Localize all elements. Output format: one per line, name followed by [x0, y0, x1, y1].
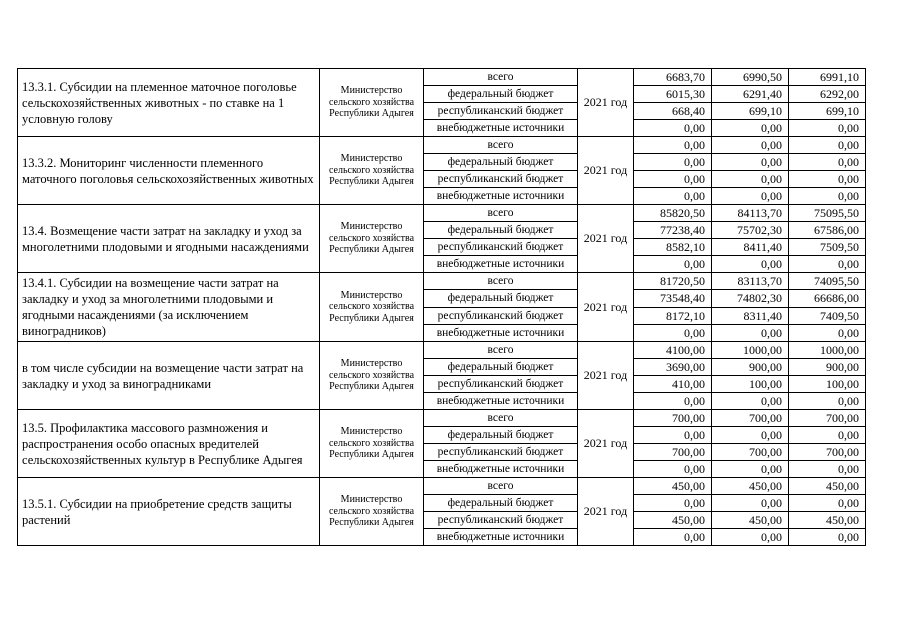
value-cell: 0,00	[789, 324, 866, 341]
table-row	[18, 410, 866, 427]
funding-source-label: всего	[424, 69, 578, 86]
measure-description: 13.5.1. Субсидии на приобретение средств защиты растений	[18, 478, 320, 546]
measure-description: 13.4. Возмещение части затрат на закладку и уход за многолетними плодовыми и ягодными насаждениями	[18, 205, 320, 273]
funding-source-label: республиканский бюджет	[424, 307, 578, 324]
value-cell: 700,00	[789, 444, 866, 461]
table-row	[18, 342, 866, 359]
value-cell: 0,00	[789, 495, 866, 512]
value-cell: 0,00	[789, 137, 866, 154]
value-cell: 0,00	[634, 427, 712, 444]
value-cell: 700,00	[634, 444, 712, 461]
value-cell: 4100,00	[634, 342, 712, 359]
value-cell: 6990,50	[712, 69, 789, 86]
value-cell: 74095,50	[789, 273, 866, 290]
measure-description: 13.5. Профилактика массового размножения и распространения особо опасных вредителей сельскохозяйственных культур в Республике Адыгея	[18, 410, 320, 478]
value-cell: 0,00	[712, 154, 789, 171]
funding-source-label: внебюджетные источники	[424, 188, 578, 205]
value-cell: 0,00	[789, 120, 866, 137]
value-cell: 0,00	[789, 427, 866, 444]
executor-cell: Министерство сельского хозяйства Республики Адыгея	[320, 137, 424, 205]
value-cell: 0,00	[789, 188, 866, 205]
value-cell: 0,00	[634, 256, 712, 273]
measure-description: 13.3.1. Субсидии на племенное маточное поголовье сельскохозяйственных животных - по ставке на 1 условную голову	[18, 69, 320, 137]
funding-source-label: внебюджетные источники	[424, 256, 578, 273]
funding-source-label: федеральный бюджет	[424, 495, 578, 512]
value-cell: 700,00	[712, 410, 789, 427]
value-cell: 100,00	[789, 376, 866, 393]
funding-source-label: республиканский бюджет	[424, 239, 578, 256]
value-cell: 7409,50	[789, 307, 866, 324]
value-cell: 450,00	[712, 478, 789, 495]
value-cell: 0,00	[634, 154, 712, 171]
year-cell: 2021 год	[578, 478, 634, 546]
measure-description: 13.3.2. Мониторинг численности племенного маточного поголовья сельскохозяйственных животных	[18, 137, 320, 205]
value-cell: 0,00	[634, 120, 712, 137]
value-cell: 0,00	[789, 393, 866, 410]
value-cell: 0,00	[789, 256, 866, 273]
value-cell: 450,00	[789, 478, 866, 495]
table-row	[18, 137, 866, 154]
value-cell: 6292,00	[789, 86, 866, 103]
funding-source-label: всего	[424, 137, 578, 154]
value-cell: 6991,10	[789, 69, 866, 86]
table-row	[18, 205, 866, 222]
value-cell: 1000,00	[789, 342, 866, 359]
funding-source-label: республиканский бюджет	[424, 103, 578, 120]
executor-cell: Министерство сельского хозяйства Республики Адыгея	[320, 273, 424, 342]
funding-source-label: республиканский бюджет	[424, 444, 578, 461]
value-cell: 900,00	[789, 359, 866, 376]
value-cell: 85820,50	[634, 205, 712, 222]
value-cell: 8582,10	[634, 239, 712, 256]
value-cell: 83113,70	[712, 273, 789, 290]
table-row	[18, 273, 866, 290]
value-cell: 3690,00	[634, 359, 712, 376]
budget-table	[17, 68, 866, 546]
value-cell: 450,00	[789, 512, 866, 529]
value-cell: 74802,30	[712, 290, 789, 307]
value-cell: 8411,40	[712, 239, 789, 256]
value-cell: 75095,50	[789, 205, 866, 222]
value-cell: 67586,00	[789, 222, 866, 239]
value-cell: 450,00	[634, 478, 712, 495]
measure-description: в том числе субсидии на возмещение части затрат на закладку и уход за виноградниками	[18, 342, 320, 410]
value-cell: 450,00	[712, 512, 789, 529]
measure-description: 13.4.1. Субсидии на возмещение части затрат на закладку и уход за многолетними плодовыми и ягодными насаждениями (за исключением виноградников)	[18, 273, 320, 342]
value-cell: 0,00	[634, 393, 712, 410]
table-row	[18, 478, 866, 495]
funding-source-label: всего	[424, 273, 578, 290]
value-cell: 0,00	[634, 461, 712, 478]
value-cell: 0,00	[712, 137, 789, 154]
year-cell: 2021 год	[578, 410, 634, 478]
executor-cell: Министерство сельского хозяйства Республики Адыгея	[320, 478, 424, 546]
value-cell: 0,00	[712, 120, 789, 137]
value-cell: 6015,30	[634, 86, 712, 103]
funding-source-label: федеральный бюджет	[424, 427, 578, 444]
value-cell: 84113,70	[712, 205, 789, 222]
funding-source-label: федеральный бюджет	[424, 359, 578, 376]
funding-source-label: федеральный бюджет	[424, 154, 578, 171]
value-cell: 8311,40	[712, 307, 789, 324]
value-cell: 0,00	[634, 495, 712, 512]
value-cell: 0,00	[712, 188, 789, 205]
value-cell: 700,00	[712, 444, 789, 461]
year-cell: 2021 год	[578, 137, 634, 205]
executor-cell: Министерство сельского хозяйства Республики Адыгея	[320, 205, 424, 273]
value-cell: 6683,70	[634, 69, 712, 86]
value-cell: 0,00	[712, 393, 789, 410]
value-cell: 700,00	[789, 410, 866, 427]
value-cell: 0,00	[634, 171, 712, 188]
funding-source-label: внебюджетные источники	[424, 393, 578, 410]
value-cell: 100,00	[712, 376, 789, 393]
value-cell: 0,00	[634, 324, 712, 341]
value-cell: 700,00	[634, 410, 712, 427]
value-cell: 0,00	[634, 188, 712, 205]
value-cell: 81720,50	[634, 273, 712, 290]
year-cell: 2021 год	[578, 205, 634, 273]
value-cell: 6291,40	[712, 86, 789, 103]
value-cell: 0,00	[712, 529, 789, 546]
value-cell: 0,00	[712, 171, 789, 188]
value-cell: 7509,50	[789, 239, 866, 256]
value-cell: 77238,40	[634, 222, 712, 239]
funding-source-label: внебюджетные источники	[424, 529, 578, 546]
value-cell: 8172,10	[634, 307, 712, 324]
funding-source-label: федеральный бюджет	[424, 290, 578, 307]
value-cell: 0,00	[789, 171, 866, 188]
funding-source-label: внебюджетные источники	[424, 324, 578, 341]
funding-source-label: всего	[424, 342, 578, 359]
value-cell: 668,40	[634, 103, 712, 120]
value-cell: 75702,30	[712, 222, 789, 239]
funding-source-label: всего	[424, 205, 578, 222]
value-cell: 0,00	[789, 154, 866, 171]
value-cell: 699,10	[712, 103, 789, 120]
executor-cell: Министерство сельского хозяйства Республики Адыгея	[320, 410, 424, 478]
funding-source-label: федеральный бюджет	[424, 222, 578, 239]
value-cell: 699,10	[789, 103, 866, 120]
year-cell: 2021 год	[578, 69, 634, 137]
funding-source-label: республиканский бюджет	[424, 512, 578, 529]
value-cell: 0,00	[712, 495, 789, 512]
year-cell: 2021 год	[578, 342, 634, 410]
value-cell: 0,00	[712, 461, 789, 478]
executor-cell: Министерство сельского хозяйства Республики Адыгея	[320, 69, 424, 137]
value-cell: 0,00	[789, 529, 866, 546]
value-cell: 450,00	[634, 512, 712, 529]
table-row	[18, 69, 866, 86]
value-cell: 73548,40	[634, 290, 712, 307]
executor-cell: Министерство сельского хозяйства Республики Адыгея	[320, 342, 424, 410]
value-cell: 0,00	[712, 324, 789, 341]
funding-source-label: федеральный бюджет	[424, 86, 578, 103]
value-cell: 1000,00	[712, 342, 789, 359]
value-cell: 0,00	[712, 427, 789, 444]
funding-source-label: внебюджетные источники	[424, 120, 578, 137]
value-cell: 900,00	[712, 359, 789, 376]
value-cell: 0,00	[634, 137, 712, 154]
value-cell: 0,00	[634, 529, 712, 546]
funding-source-label: республиканский бюджет	[424, 376, 578, 393]
value-cell: 410,00	[634, 376, 712, 393]
value-cell: 0,00	[789, 461, 866, 478]
funding-source-label: внебюджетные источники	[424, 461, 578, 478]
value-cell: 66686,00	[789, 290, 866, 307]
year-cell: 2021 год	[578, 273, 634, 342]
funding-source-label: всего	[424, 478, 578, 495]
funding-source-label: республиканский бюджет	[424, 171, 578, 188]
value-cell: 0,00	[712, 256, 789, 273]
funding-source-label: всего	[424, 410, 578, 427]
